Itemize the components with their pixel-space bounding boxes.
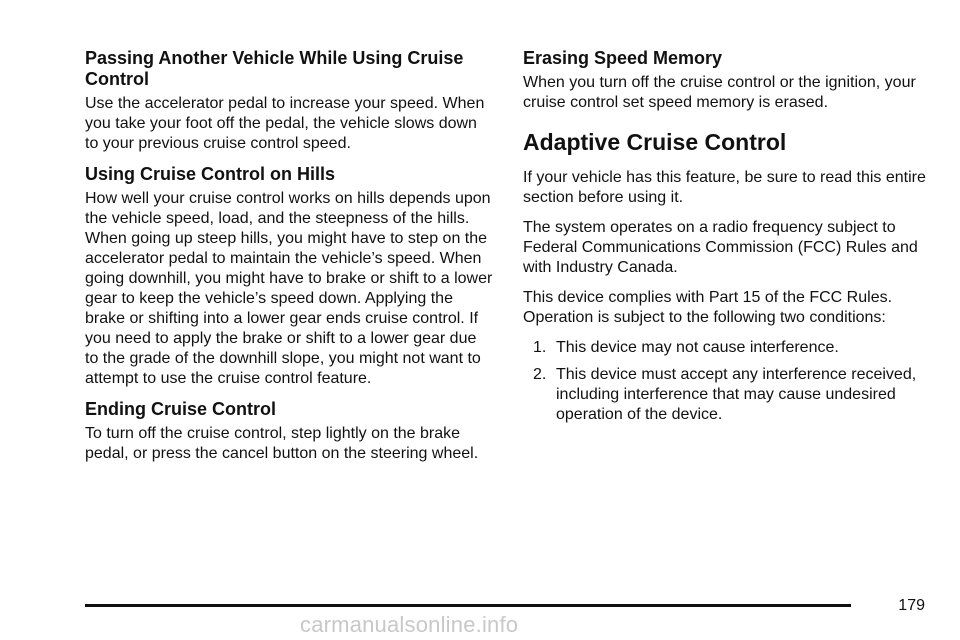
left-column	[85, 48, 493, 474]
text-passing: Use the accelerator pedal to increase your speed. When you take your foot off the pedal, the vehicle slows down to your previous cruise control speed.	[85, 95, 485, 152]
list-item-number: 1.	[533, 339, 547, 356]
page-number: 179	[898, 597, 925, 614]
heading-ending: Ending Cruise Control	[85, 399, 276, 419]
section-hills	[85, 164, 493, 389]
conditions-list	[523, 338, 928, 425]
text-adaptive-1: If your vehicle has this feature, be sure to read this entire section before using it.	[523, 169, 926, 206]
list-item-text: This device may not cause interference.	[556, 339, 839, 356]
text-erasing: When you turn off the cruise control or the ignition, your cruise control set speed memory is erased.	[523, 74, 916, 111]
list-item-number: 2.	[533, 366, 547, 383]
text-hills: How well your cruise control works on hills depends upon the vehicle speed, load, and the steepness of the hills. When going up steep hills, you might have to step on the accelerator pedal to maintain the vehicle’s speed. When going downhill, you might have to brake or shift to a lower gear to keep the vehicle’s speed down. Applying the brake or shifting into a lower gear ends cruise control. If you need to apply the brake or shift to a lower gear due to the grade of the downhill slope, you might not want to attempt to use the cruise control feature.	[85, 190, 493, 387]
text-ending: To turn off the cruise control, step lightly on the brake pedal, or press the cancel button on the steering wheel.	[85, 425, 479, 462]
watermark: carmanualsonline.info	[300, 612, 519, 637]
section-erasing	[523, 48, 928, 113]
section-ending	[85, 399, 493, 464]
text-adaptive-2: The system operates on a radio frequency subject to Federal Communications Commission (FCC) Rules and with Industry Canada.	[523, 219, 918, 276]
right-column	[523, 48, 928, 432]
footer-rule	[85, 604, 851, 607]
section-passing	[85, 48, 493, 154]
list-item	[523, 338, 928, 358]
heading-passing: Passing Another Vehicle While Using Cruise Control	[85, 48, 464, 89]
list-item-text: This device must accept any interference received, including interference that may cause undesired operation of the device.	[556, 366, 917, 423]
heading-erasing: Erasing Speed Memory	[523, 48, 723, 68]
list-item	[523, 365, 928, 425]
heading-hills: Using Cruise Control on Hills	[85, 164, 336, 184]
text-adaptive-3: This device complies with Part 15 of the FCC Rules. Operation is subject to the following two conditions:	[523, 289, 893, 326]
heading-adaptive: Adaptive Cruise Control	[523, 129, 787, 155]
